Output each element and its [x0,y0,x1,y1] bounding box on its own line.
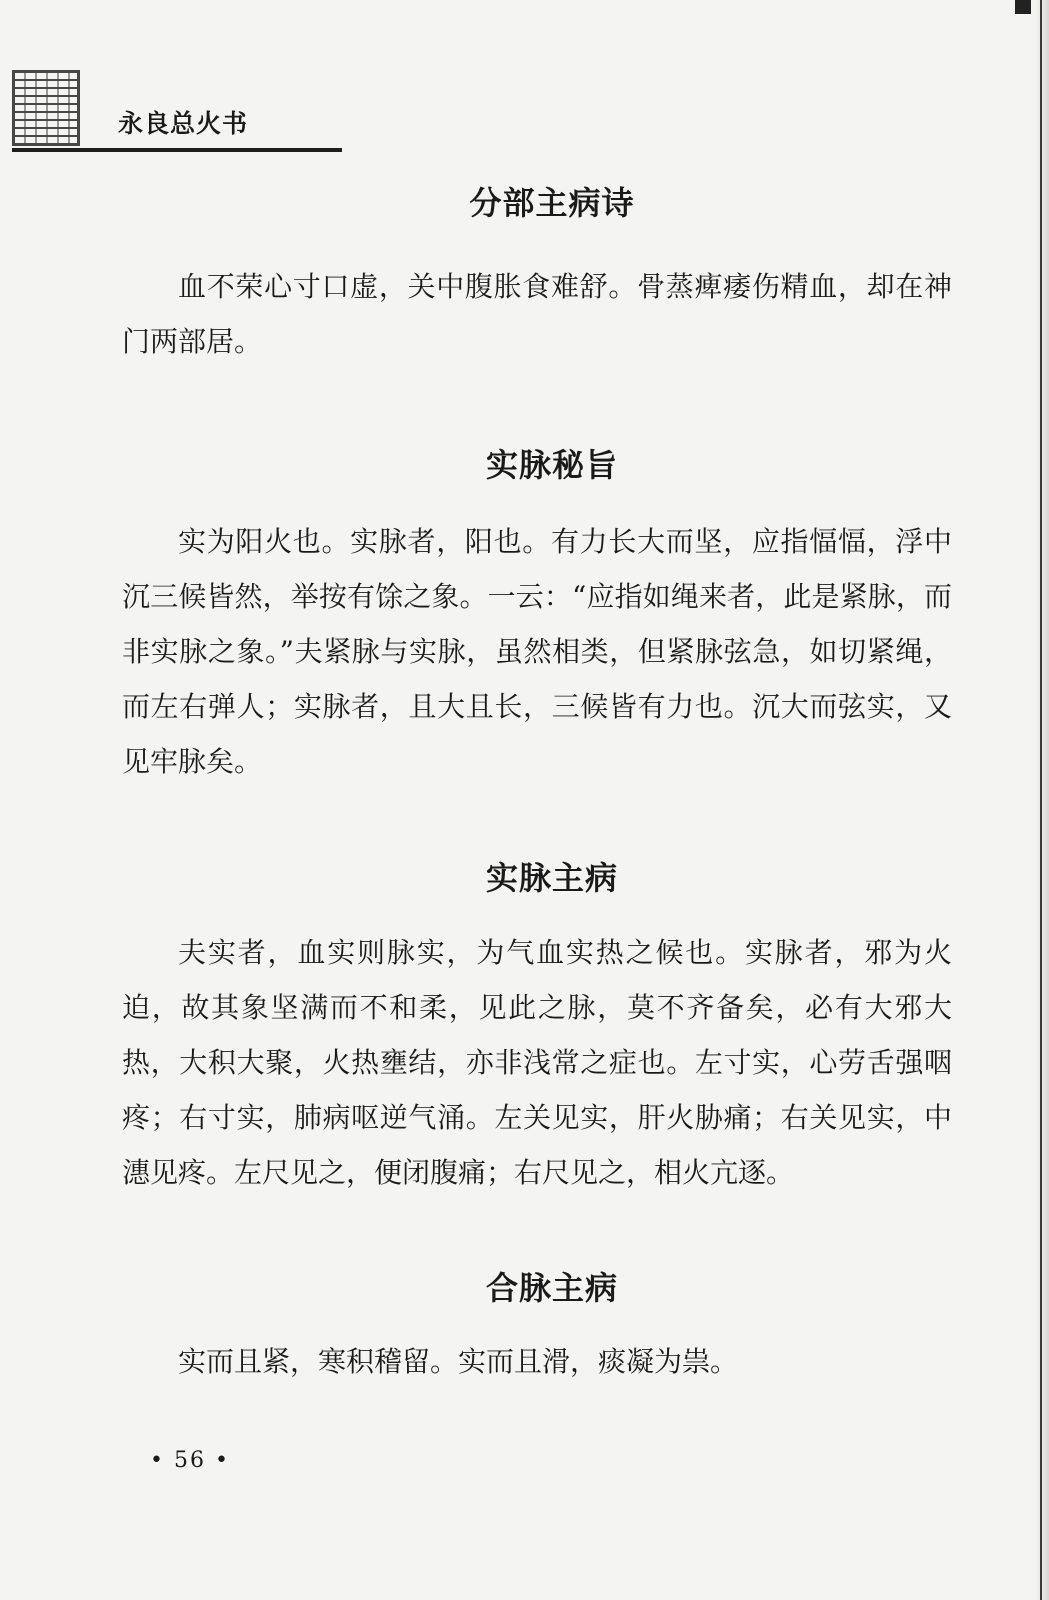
section-paragraph: 夫实者，血实则脉实，为气血实热之候也。实脉者，邪为火迫，故其象坚满而不和柔，见此之脉，莫不齐备矣，必有大邪大热，大积大聚，火热壅结，亦非浅常之症也。左寸实，心劳舌强咽疼；右寸实，肺病呕逆气涌。左关见实，肝火胁痛；右关见实，中潓见疼。左尺见之，便闭腹痛；右尺见之，相火亢逐。 [122,936,952,1189]
section-heading: 实脉主病 [485,859,618,897]
section-heading: 分部主病诗 [469,184,635,222]
page-edge-shadow [1035,0,1049,1600]
seal-stamp-logo [12,70,80,146]
section-paragraph: 实而且紧，寒积稽留。实而且滑，痰凝为祟。 [178,1345,739,1378]
page-number: • 56 • [150,1448,230,1473]
section-paragraph: 血不荣心寸口虚，关中腹胀食难舒。骨蒸痺痿伤精血，却在神门两部居。 [122,270,952,358]
section-heading: 合脉主病 [485,1269,618,1307]
section-paragraph: 实为阳火也。实脉者，阳也。有力长大而坚，应指愊愊，浮中沉三候皆然，举按有馀之象。一云：“应指如绳来者，此是紧脉，而非实脉之象。”夫紧脉与实脉，虽然相类，但紧脉弦急，如切紧绳，而左右弹人；实脉者，且大且长，三候皆有力也。沉大而弦实，又见牢脉矣。 [122,525,952,778]
section-heading: 实脉秘旨 [485,446,618,484]
running-title: 永良总火书 [118,109,249,138]
scan-corner-mark [1015,0,1031,14]
page-body [122,170,952,1389]
header-rule [12,148,342,152]
